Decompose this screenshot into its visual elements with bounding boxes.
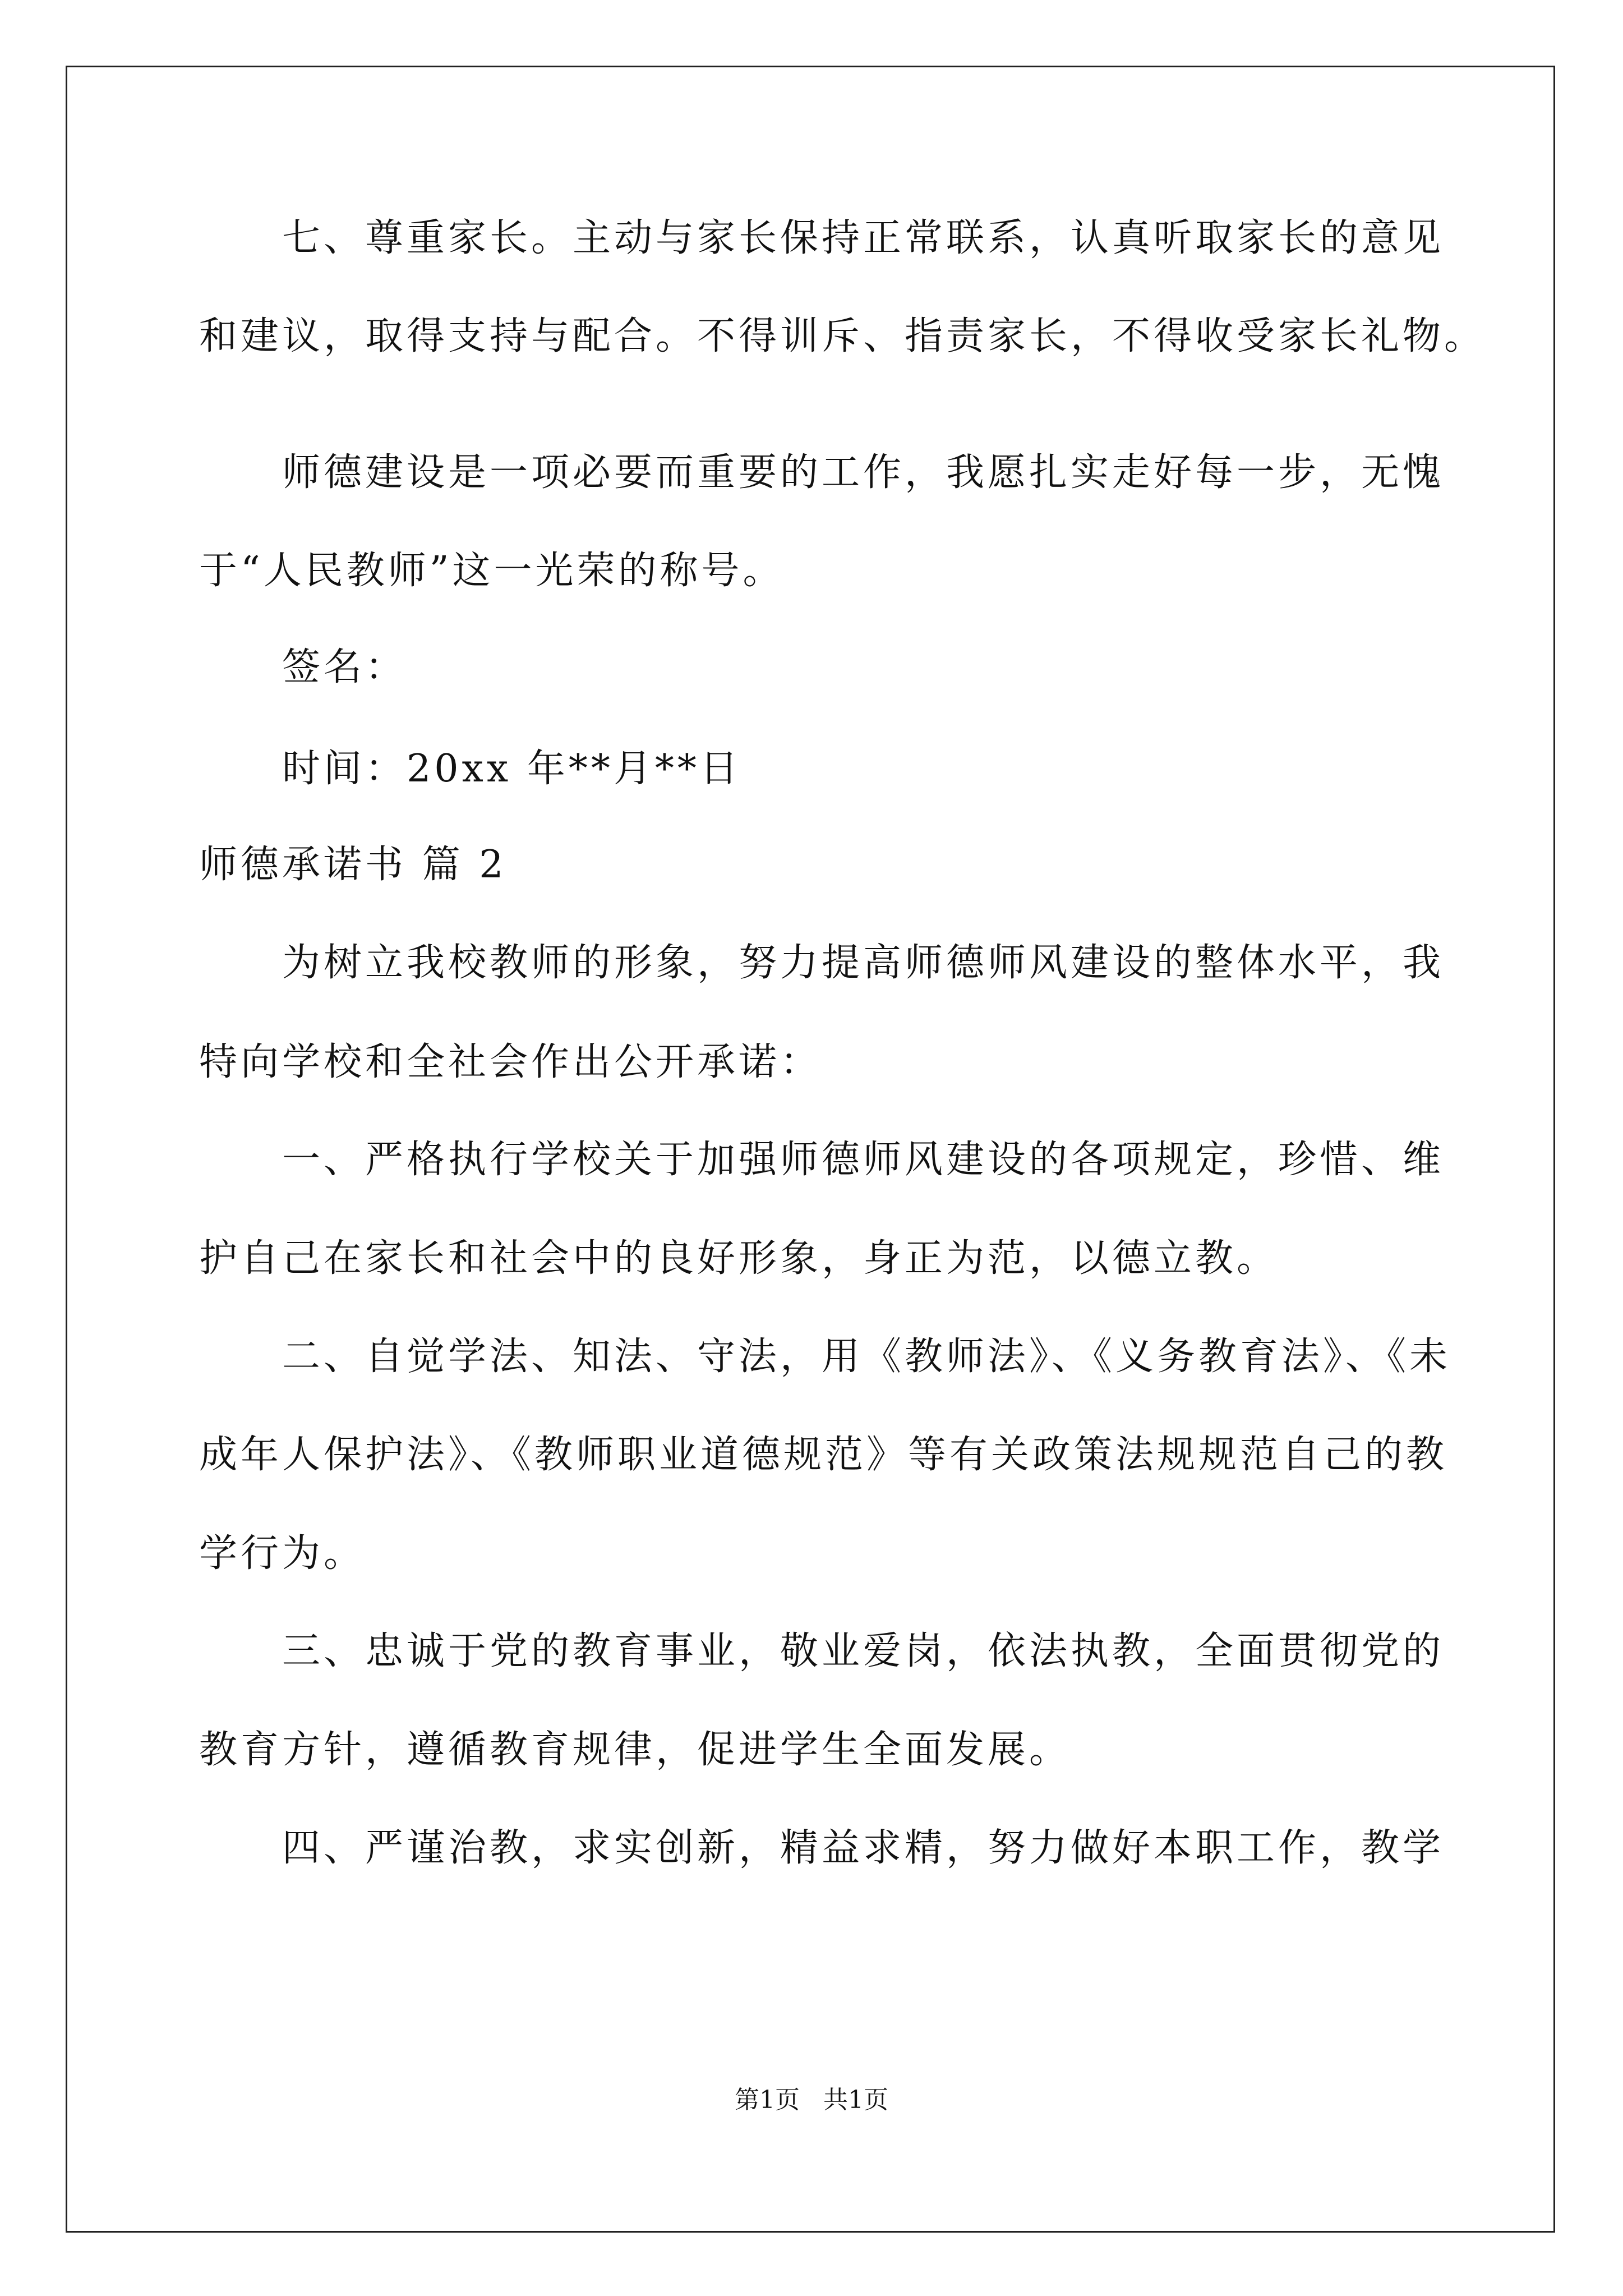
paragraph-line: 成年人保护法》、《教师职业道德规范》等有关政策法规规范自己的教 xyxy=(199,1433,1448,1477)
paragraph-line: 四、严谨治教，求实创新，精益求精，努力做好本职工作，教学 xyxy=(282,1826,1445,1870)
paragraph-line: 三、忠诚于党的教育事业，敬业爱岗，依法执教，全面贯彻党的 xyxy=(282,1629,1445,1673)
date-line: 时间：20xx 年**月**日 xyxy=(282,747,741,791)
paragraph-line: 和建议，取得支持与配合。不得训斥、指责家长，不得收受家长礼物。 xyxy=(199,314,1486,358)
paragraph-line: 师德建设是一项必要而重要的工作，我愿扎实走好每一步，无愧 xyxy=(282,450,1445,495)
paragraph-line: 二、自觉学法、知法、守法，用《教师法》、《义务教育法》、《未 xyxy=(282,1335,1451,1379)
signature-label: 签名： xyxy=(282,645,407,689)
paragraph-line: 学行为。 xyxy=(199,1531,366,1576)
paragraph-line: 护自己在家长和社会中的良好形象，身正为范，以德立教。 xyxy=(199,1236,1279,1281)
page-footer: 第1页 共1页 xyxy=(735,2086,888,2114)
paragraph-line: 于“人民教师”这一光荣的称号。 xyxy=(199,549,785,593)
section-heading: 师德承诺书 篇 2 xyxy=(199,843,507,887)
paragraph-line: 特向学校和全社会作出公开承诺： xyxy=(199,1040,822,1084)
paragraph-line: 为树立我校教师的形象，努力提高师德师风建设的整体水平，我 xyxy=(282,941,1445,985)
paragraph-line: 教育方针，遵循教育规律，促进学生全面发展。 xyxy=(199,1728,1071,1772)
paragraph-line: 七、尊重家长。主动与家长保持正常联系，认真听取家长的意见 xyxy=(282,216,1445,260)
paragraph-line: 一、严格执行学校关于加强师德师风建设的各项规定，珍惜、维 xyxy=(282,1138,1445,1182)
